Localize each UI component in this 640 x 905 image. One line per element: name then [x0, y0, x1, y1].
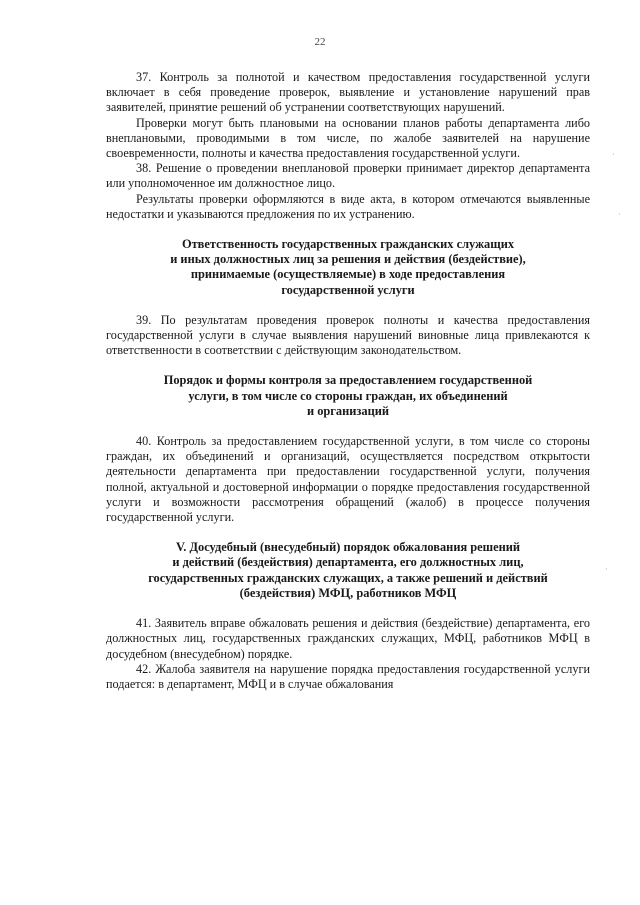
scan-speck: ·	[605, 565, 608, 574]
heading-line: и иных должностных лиц за решения и действия (бездействие),	[170, 252, 526, 267]
heading-line: услуги, в том числе со стороны граждан, их объединений	[188, 388, 508, 403]
page-number: 22	[314, 36, 326, 48]
document-body	[106, 70, 590, 692]
heading-line: и организаций	[306, 403, 389, 418]
paragraph-41: 41. Заявитель вправе обжаловать решения и действия (бездействие) департамента, его должностных лиц, государственных гражданских служащих, МФЦ, работников МФЦ в досудебном (внесудебном) порядке.	[106, 616, 590, 661]
paragraph-results: Результаты проверки оформляются в виде акта, в котором отмечаются выявленные недостатки и указываются предложения по их устранению.	[106, 191, 590, 221]
section-heading-appeal	[116, 540, 580, 601]
heading-line: и действий (бездействия) департамента, его должностных лиц,	[172, 555, 524, 570]
heading-line: V. Досудебный (внесудебный) порядок обжалования решений	[175, 540, 521, 555]
heading-line: государственных гражданских служащих, а также решений и действий	[148, 570, 548, 585]
scan-speck: ·	[612, 150, 615, 159]
paragraph-38: 38. Решение о проведении внеплановой проверки принимает директор департамента или уполномоченное им должностное лицо.	[106, 161, 590, 191]
section-heading-responsibility	[116, 237, 580, 298]
paragraph-42: 42. Жалоба заявителя на нарушение порядка предоставления государственной услуги подается: в департамент, МФЦ и в случае обжалования	[106, 661, 590, 691]
paragraph-inspections: Проверки могут быть плановыми на основании планов работы департамента либо внеплановыми, проводимыми в том числе, по жалобе заявителей на нарушение своевременности, полноты и качества предоставления государственной услуги.	[106, 115, 590, 161]
paragraph-39: 39. По результатам проведения проверок полноты и качества предоставления государственной услуги в случае выявления нарушений виновные лица привлекаются к ответственности в соответствии с действующим законодательством.	[106, 312, 590, 358]
paragraph-40: 40. Контроль за предоставлением государственной услуги, в том числе со стороны граждан, их объединений и организаций, осуществляется посредством открытости деятельности департамента при предоставлении государственной услуги, получения полной, актуальной и достоверной информации о порядке предоставления государственной услуги и возможности рассмотрения обращений (жалоб) в процессе получения государственной услуги.	[106, 434, 590, 525]
scan-speck: ·	[618, 210, 621, 219]
heading-line: (бездействия) МФЦ, работников МФЦ	[239, 585, 457, 600]
heading-line: Порядок и формы контроля за предоставлением государственной	[163, 373, 533, 388]
section-heading-control	[116, 373, 580, 419]
heading-line: государственной услуги	[281, 282, 415, 297]
paragraph-37: 37. Контроль за полнотой и качеством предоставления государственной услуги включает в себя проведение проверок, выявление и установление нарушений прав заявителей, принятие решений об устранении соответствующих нарушений.	[106, 70, 590, 115]
heading-line: Ответственность государственных гражданских служащих	[181, 237, 515, 252]
heading-line: принимаемые (осуществляемые) в ходе предоставления	[190, 267, 506, 282]
